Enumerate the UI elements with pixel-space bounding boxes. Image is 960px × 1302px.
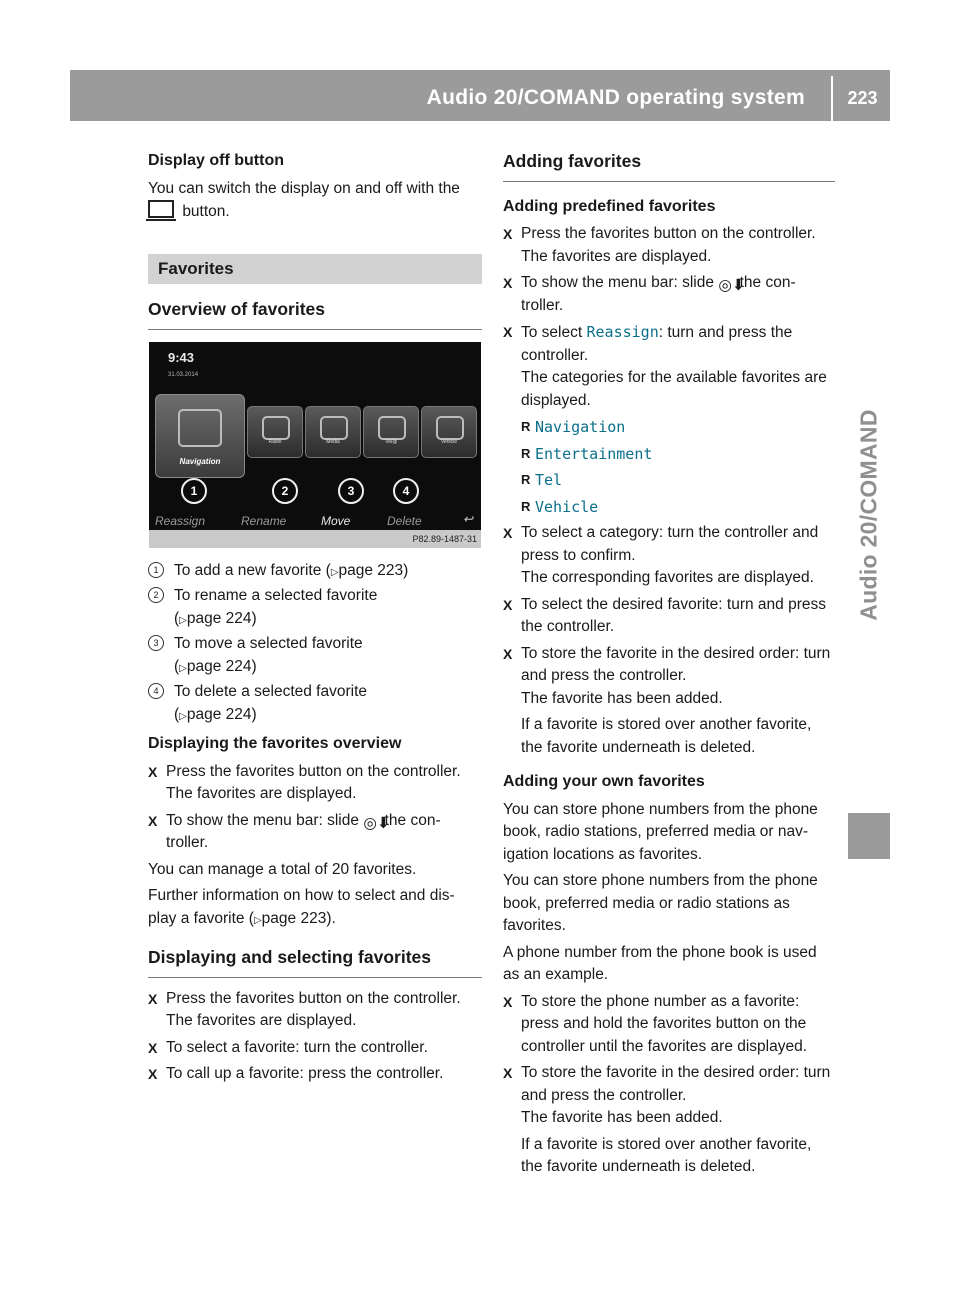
- page-number: 223: [847, 88, 878, 108]
- step-arrow-icon: X: [148, 1066, 158, 1082]
- menu-move: Move: [321, 510, 350, 534]
- instruction-step: X To store the phone number as a favorite: press and hold the favorites button on the controller until the favorites are displayed.: [503, 992, 808, 1055]
- callout-1: 1: [181, 478, 207, 504]
- tel-tile: Tel/@: [363, 406, 419, 458]
- callout-4: 4: [393, 478, 419, 504]
- step-arrow-icon: X: [503, 324, 513, 340]
- instruction-step: X Press the favorites button on the controller. The favorites are displayed.: [148, 989, 461, 1029]
- page-ref-link[interactable]: page 224: [186, 705, 252, 723]
- display-button-icon: [148, 200, 174, 218]
- category-item: R Vehicle: [503, 496, 835, 520]
- side-thumb-marker: [848, 813, 890, 859]
- legend-item-2: 2 To rename a selected favorite (▷page 224): [148, 585, 482, 632]
- right-column: [503, 150, 835, 1183]
- instruction-step: X To show the menu bar: slide ◎⬇ the con-troller.: [503, 274, 796, 314]
- instruction-step: X To store the favorite in the desired order: turn and press the controller. The favorite has been added. If a favorite is stored over another favorite, the favorite underneath is deleted.: [503, 644, 831, 756]
- header-title: Audio 20/COMAND operating system: [426, 86, 805, 109]
- page-arrow-icon: ▷: [253, 914, 262, 926]
- page-arrow-icon: ▷: [179, 614, 187, 626]
- displaying-selecting-heading: Displaying and selecting favorites: [148, 946, 482, 978]
- favorites-screenshot: [149, 342, 481, 548]
- favorites-banner: Favorites: [148, 254, 482, 285]
- left-column: [148, 150, 482, 1090]
- page-arrow-icon: ▷: [179, 662, 187, 674]
- image-reference: P82.89-1487-31: [149, 530, 481, 548]
- legend-item-4: 4 To delete a selected favorite (▷page 224): [148, 681, 482, 728]
- screen-menu-bar: [149, 508, 481, 528]
- adding-favorites-heading: Adding favorites: [503, 150, 835, 182]
- navigation-tile: Navigation: [155, 394, 245, 478]
- step-arrow-icon: X: [148, 763, 158, 780]
- step-arrow-icon: X: [503, 525, 513, 541]
- side-tab-label: Audio 20/COMAND: [855, 409, 882, 621]
- bullet-icon: R: [521, 419, 531, 434]
- header-separator: [831, 76, 833, 121]
- step-arrow-icon: X: [503, 1065, 513, 1081]
- paragraph: You can manage a total of 20 favorites.: [148, 860, 417, 878]
- vehicle-tile: Vehicle: [421, 406, 477, 458]
- paragraph: Further information on how to select and dis-play a favorite (▷page 223).: [148, 887, 455, 927]
- category-item: R Navigation: [503, 416, 835, 440]
- callout-2: 2: [272, 478, 298, 504]
- instruction-step: X Press the favorites button on the controller. The favorites are displayed.: [503, 225, 816, 265]
- step-arrow-icon: X: [503, 993, 513, 1010]
- bullet-icon: R: [521, 472, 531, 487]
- instruction-step: X To select a favorite: turn the controller.: [148, 1037, 482, 1060]
- instruction-step: X To select a category: turn the controller and press to confirm. The corresponding favorites are displayed.: [503, 524, 819, 586]
- display-off-heading: Display off button: [148, 152, 284, 169]
- step-arrow-icon: X: [503, 275, 513, 291]
- category-item: R Tel: [503, 469, 835, 493]
- page-ref-link[interactable]: page 224: [186, 609, 252, 627]
- legend-item-1: 1 To add a new favorite (▷page 223): [148, 560, 482, 585]
- step-arrow-icon: X: [503, 596, 513, 613]
- reassign-menu-text: Reassign: [586, 323, 659, 341]
- menu-delete: Delete: [387, 513, 422, 528]
- step-arrow-icon: X: [148, 1039, 158, 1056]
- page-arrow-icon: ▷: [330, 566, 339, 578]
- page-ref-link[interactable]: page 223: [261, 909, 327, 927]
- controller-slide-down-icon: ◎⬇: [718, 277, 745, 294]
- instruction-step: X To select Reassign: turn and press the controller. The categories for the available favorites are displayed.: [503, 323, 827, 409]
- menu-reassign: Reassign: [155, 513, 206, 528]
- radio-tile: Radio: [247, 406, 303, 458]
- overview-heading: Overview of favorites: [148, 298, 482, 330]
- instruction-step: X Press the favorites button on the controller. The favorites are displayed.: [148, 762, 461, 802]
- own-favorites-heading: Adding your own favorites: [503, 773, 705, 790]
- predefined-heading: Adding predefined favorites: [503, 197, 716, 215]
- callout-3: 3: [338, 478, 364, 504]
- instruction-step: X To store the favorite in the desired order: turn and press the controller. The favorite has been added. If a favorite is stored over another favorite, the favorite underneath is deleted.: [503, 1064, 831, 1175]
- page-ref-link[interactable]: page 224: [186, 657, 252, 675]
- category-item: R Entertainment: [503, 443, 835, 467]
- media-tile: Media: [305, 406, 361, 458]
- paragraph: You can store phone numbers from the phone book, radio stations, preferred media or nav-igation locations as favorites.: [503, 800, 818, 863]
- page-ref-link[interactable]: page 223: [338, 561, 404, 579]
- paragraph: A phone number from the phone book is used as an example.: [503, 943, 817, 983]
- menu-rename: Rename: [241, 513, 287, 528]
- controller-slide-down-icon: ◎⬇: [363, 814, 390, 832]
- page-arrow-icon: ▷: [179, 710, 187, 722]
- instruction-step: X To show the menu bar: slide ◎⬇ the con-troller.: [148, 811, 441, 851]
- step-arrow-icon: X: [148, 990, 158, 1007]
- step-arrow-icon: X: [503, 226, 513, 242]
- bullet-icon: R: [521, 498, 531, 514]
- back-icon: ↩: [462, 511, 473, 526]
- paragraph: You can store phone numbers from the phone book, preferred media or radio stations as favorites.: [503, 872, 818, 934]
- step-arrow-icon: X: [148, 812, 158, 829]
- instruction-step: X To select the desired favorite: turn and press the controller.: [503, 595, 826, 635]
- display-off-text: You can switch the display on and off with the button.: [148, 179, 460, 220]
- displaying-overview-heading: Displaying the favorites overview: [148, 735, 402, 752]
- instruction-step: X To call up a favorite: press the controller.: [148, 1063, 482, 1086]
- map-icon: [178, 409, 222, 447]
- screen-date: 31.03.2014: [168, 371, 199, 378]
- bullet-icon: R: [521, 445, 531, 461]
- screen-time: 9:43: [168, 349, 195, 365]
- legend-item-3: 3 To move a selected favorite (▷page 224): [148, 633, 482, 680]
- page-header: [70, 70, 890, 121]
- step-arrow-icon: X: [503, 645, 513, 662]
